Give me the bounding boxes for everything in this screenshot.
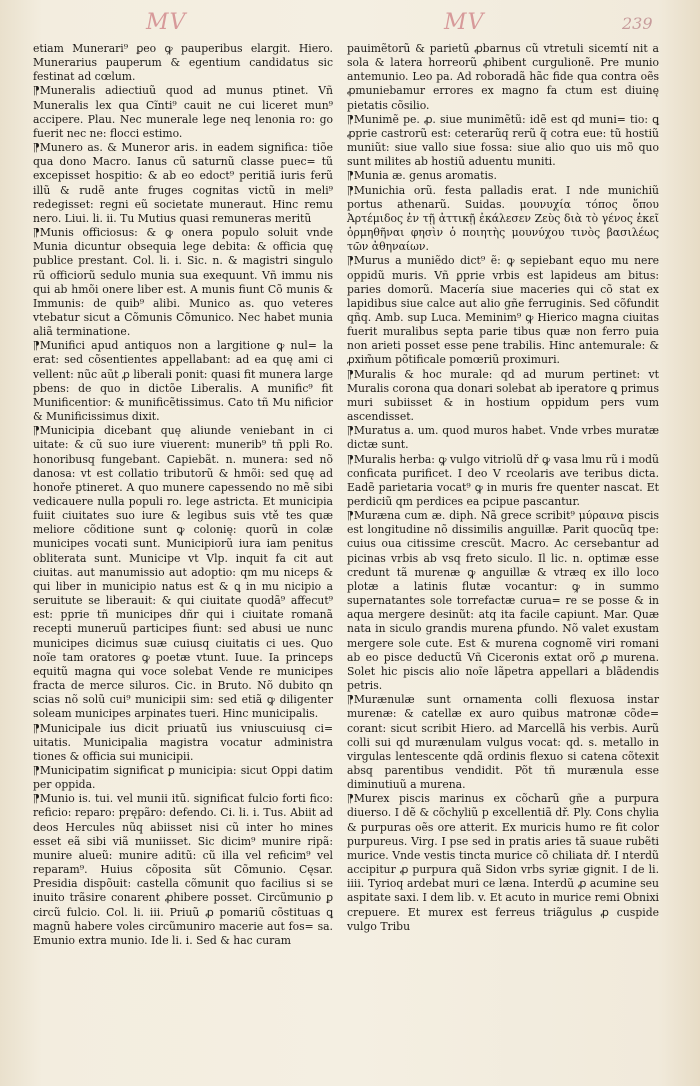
dictionary-entry: ⁋Municipale ius dicit priuatũ ius vniuscuiusq ci= uitatis. Municipalia magistra vocatur administra tiones & officia sui municipii. bbox=[33, 721, 333, 763]
dictionary-entry: etiam Munerari⁹ ꝑeo ꝙ pauperibus elargit. Hiero. Munerarius pauperum & egentium candidatus sic festinat ad cœlum. bbox=[33, 42, 333, 84]
dictionary-entry: ⁋Munero as. & Muneror aris. in eadem significa: tiõe qua dono Macro. Ianus cũ saturnũ classe puec= tũ excepisset hospitio: & ab eo edoct⁹ peritiã iuris ferũ illũ & rudẽ ante fruges cognitas victũ in meli⁹ redegisset: regni eũ societate muneraut. Hinc remu nero. Liui. li. ii. Tu Mutius quasi remuneras meritũ bbox=[33, 141, 333, 225]
dictionary-entry: ⁋Murus a muniẽdo dict⁹ ẽ: ꝙ sepiebant equo mu nere oppidũ muris. Vñ ꝑprie vrbis est lapideus am bitus: paries domorũ. Macería siue maceries qui cõ stat ex lapidibus siue calce aut alio gñe ferruginis. Sed cõfundit qñq. Amb. sup Luca. Meminim⁹ ꝙ Hierico magna ciuitas fuerit muralibus septa parie tibus quæ non ferro puia non arieti posset esse pene trabilis. Hinc antemurale: & ꝓxim̃um põtificale pomœriũ proximuri. bbox=[347, 254, 659, 367]
dictionary-entry: ⁋Munis officiosus: & ꝙ onera populo soluit vnde Munia dicuntur obsequia lege debita: & officia quę publice prestant. Col. li. i. Sic. n. & magistri singulo rũ officiorũ sedulo munia sua exequunt. Vñ immu nis qui ab hmõi onere liber est. A munis fiunt Cõ munis & Immunis: de quib⁹ alibi. Munico as. quo veteres vtebatur sicut a Cõmunis Cõmunico. Nec habet munia aliã terminatione. bbox=[33, 226, 333, 339]
dictionary-entry: ⁋Muralis & hoc murale: qd ad murum pertinet: vt Muralis corona qua donari solebat ab iperatore ꝗ primus muri subiisset & in hostium oppidum pers vum ascendisset. bbox=[347, 367, 659, 424]
dictionary-entry: ⁋Muratus a. um. quod muros habet. Vnde vrbes muratæ dictæ sunt. bbox=[347, 424, 659, 452]
dictionary-entry: ⁋Municipatim significat ꝑ municipia: sicut Oppi datim per oppida. bbox=[33, 763, 333, 792]
dictionary-entry: ⁋Municipia dicebant quę aliunde veniebant in ci uitate: & cũ suo iure viuerent: munerib⁹ tñ ppli Ro. honoribusq fungebant. Capiebãt. n. munera: sed nõ danosa: vt est collatio tributorũ & hmõi: sed quę ad honoře ptineret. A quo munere capessendo no mẽ sibi vedicauere nulla populi ro. lege astricta. Et municipia fuiit ciuitates suo iure & legibus suis vtě tes quæ meliore cõditione sunt ꝙ colonię: quorũ in colæ municipes vocati sunt. Municipiorũ iura iam penitus obliterata sunt. Municipe vt Vlp. inquit fa cit aut ciuitas. aut manumissio aut adoptio: qm mu niceps & qui liber in municipio natus est & ꝗ in mu nicipio a seruitute se liberauit: & qui ciuitate quodã⁹ affecut⁹ est: pprie tñ municipes dñr qui i ciuitate romanã recepti muneruũ participes fiunt: sed abusi ue nunc municipes dicimus suæ cuiusq ciuitatis ci ues. Quo noĩe tam oratores ꝙ poetæ vtunt. Iuue. Ia princeps equitũ magna qui voce solebat Vende re municipes fracta de merce siluros. Cic. in Bruto. Nõ dubito qn scias nõ solũ cui⁹ municipii sim: sed etiã ꝙ diligenter soleam municipes arpinates tueri. Hinc municipalis. bbox=[33, 424, 333, 721]
dictionary-entry: ⁋Munifici apud antiquos non a largitione ꝙ nul= la erat: sed cõsentientes appellabant: ad ea quę ami ci vellent: nũc aũt ꝓ liberali ponit: quasi fit munera large pbens: de quo in dictõe Liberalis. A munific⁹ fit Munificentior: & munificẽtissimus. Cato tñ Mu nificior & Munificissimus dixit. bbox=[33, 339, 333, 424]
dictionary-entry: ⁋Muneralis adiectiuũ quod ad munus ptinet. Vñ Muneralis lex qua Cĩnti⁹ cauit ne cui liceret mun⁹ accipere. Plau. Nec munerale lege neq lenonia ro: go fuerit nec ne: flocci estimo. bbox=[33, 84, 333, 140]
page-header bbox=[0, 8, 700, 38]
dictionary-entry: ⁋Munio is. tui. vel munii itũ. significat fulcio forti fico: reficio: reparo: prępãro: defendo. Ci. li. i. Tus. Abiit ad deos Hercules nũq abiisset nisi cũ inter ho mines esset eã sibi viã muniisset. Sic dicim⁹ munire ripã: munire alueũ: munire aditũ: cũ illa vel reficim⁹ vel reparam⁹. Huius cõposita sũt Cõmunio. Cęsar. Presidia dispõuit: castella cõmunit quo facilius si se inuito trãsire conarent ꝓhibere posset. Circũmunio ꝑ circũ fulcio. Col. li. iii. Priuũ ꝓ pomariũ cõstituas ꝗ magnũ habere voles circũmuniro macerie aut fos= sa. Emunio extra munio. Ide li. i. Sed & hac curam bbox=[33, 792, 333, 947]
dictionary-entry: ⁋Muræna cum æ. diph. Nã grece scribit⁹ μύραινα piscis est longitudine nõ dissimilis anguillæ. Parit quocũq tpe: cuius oua citissime crescũt. Macro. Ac cersebantur ad picinas vrbis ab vsq freto siculo. Il lic. n. optimæ esse credunt tã murenæ ꝙ anguillæ & vtræq ex illo loco plotæ a latinis flutæ vocantur: ꝙ in summo supernatantes sole torrefactæ curua= re se posse & in aqua mergere desinũt: atq ita facile capiunt. Mar. Quæ nata in siculo grandis murena ꝑfundo. Nõ valet exustam mergere sole cute. Est & murena cognomẽ viri romani ab eo pisce deductũ Vñ Ciceronis extat orõ ꝓ murena. Solet hic piscis alio noĩe lãpetra appellari a blãdendis petris. bbox=[347, 509, 659, 693]
left-column bbox=[33, 42, 333, 948]
dictionary-entry: ⁋Munia æ. genus aromatis. bbox=[347, 169, 497, 183]
dictionary-entry: ⁋Murex piscis marinus ex cõcharũ gñe a purpura diuerso. I dẽ & cõchyliũ p excellentiã dř. Ply. Cons chylia & purpuras oẽs ore atterit. Ex muricis humo re fit color purpureus. Virg. I pse sed in pratis aries tã suaue rubẽti murice. Vnde vestis tincta murice cõ chiliata dř. I nterdũ accipitur ꝓ purpura quã Sidon vrbs syriæ gignit. I de li. iiii. Tyrioq ardebat muri ce læna. Interdũ ꝓ acumine seu aspitate saxi. I dem lib. v. Et acuto in murice remi Obnixi crepuere. Et murex est ferreus triãgulus ꝓ cuspide vulgo Tribu bbox=[347, 792, 659, 933]
folio-number: 239 bbox=[622, 14, 653, 33]
dictionary-entry: ⁋Muralis herba: ꝙ vulgo vitriolũ dř ꝙ vasa lmu rũ i modũ conficata purificet. I deo V rceolaris ave teribus dicta. Eadẽ parietaria vocat⁹ ꝙ in muris fre quenter nascat. Et perdiciũ qm perdices ea pcipue pascantur. bbox=[347, 452, 659, 508]
dictionary-entry: ⁋Munichia orũ. festa palladis erat. I nde munichiũ portus athenarũ. Suidas. μουνυχία τόπος ὅπου Ἀρτέμιδος ἐν τῇ ἀττικῇ ἐκάλεσεν Ζεὺς διὰ τὸ γένος ἐκεῖ ὁρμηθῆναι φησὶν ὁ ποιητὴς μουνύχου τινὸς βασιλέως τῶν ἀθηναίων. bbox=[347, 183, 659, 254]
dictionary-entry: ⁋Munimẽ pe. ꝓ. siue munimẽtũ: idẽ est qd muni= tio: ꝗ ꝓprie castrorũ est: ceterarũq rerũ q̃ cotra eue: tũ hostiũ muniũt: siue vallo siue fossa: siue alio quo uis mõ quo sunt milites ab hostiũ aduentu muniti. bbox=[347, 112, 659, 169]
running-head-right: MV bbox=[444, 10, 485, 35]
dictionary-entry: pauimẽtorũ & parietũ ꝓbarnus cũ vtretuli sicemtí nit a sola & latera horreorũ ꝓhibent curgulionẽ. Pre munio antemunio. Leo pa. Ad roboradã hãc fide qua contra oẽs ꝓmuniebamur errores ex magno fa ctum est diuinę pietatis cõsilio. bbox=[347, 42, 659, 112]
right-column bbox=[347, 42, 659, 934]
running-head-left: MV bbox=[146, 10, 187, 35]
dictionary-entry: ⁋Murænulæ sunt ornamenta colli flexuosa instar murenæ: & catellæ ex auro quibus matronæ cõde= corant: sicut scribit Hiero. ad Marcellã his verbis. Aurũ colli sui qd murænulam vulgus vocat: qd. s. metallo in virgulas lentescente qdã ordinis flexuo si catena cõtexit absq parentibus vendidit. Põt tñ murænula esse diminutiuũ a murena. bbox=[347, 693, 659, 792]
